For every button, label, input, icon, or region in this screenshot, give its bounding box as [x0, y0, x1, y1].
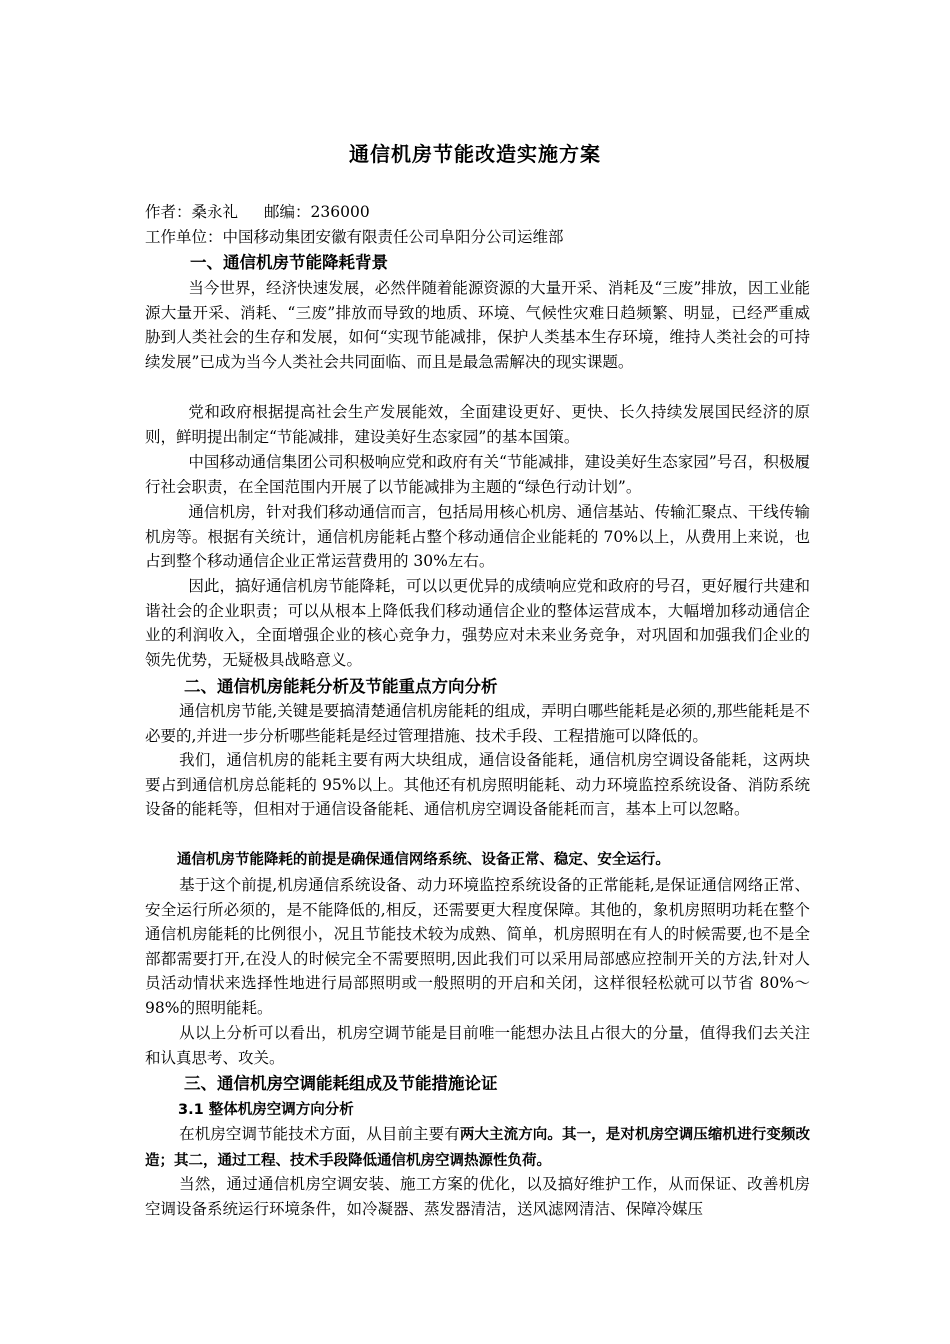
postcode-value: 236000 — [310, 203, 370, 221]
unit-label: 工作单位： — [145, 228, 223, 246]
section-2-paragraph-2: 我们，通信机房的能耗主要有两大块组成，通信设备能耗，通信机房空调设备能耗，这两块要占到通信机房总能耗的 95%以上。其他还有机房照明能耗、动力环境监控系统设备、消防系统设备的能耗等，但相对于通信设备能耗、通信机房空调设备能耗而言，基本上可以忽略。 — [145, 751, 810, 818]
section-3-paragraph-2: 当然，通过通信机房空调安装、施工方案的优化，以及搞好维护工作，从而保证、改善机房空调设备系统运行环境条件，如冷凝器、蒸发器清洁，送风滤网清洁、保障冷媒压 — [145, 1175, 810, 1218]
author-name: 桑永礼 — [191, 203, 239, 221]
section-2-paragraph-4: 基于这个前提,机房通信系统设备、动力环境监控系统设备的正常能耗,是保证通信网络正常、安全运行所必须的，是不能降低的,相反，还需要更大程度保障。其他的，象机房照明功耗在整个通信机房能耗的比例很小，况且节能技术较为成熟、简单，机房照明在有人的时候需要,也不是全部都需要打开,在没人的时候完全不需要照明,因此我们可以采用局部感应控制开关的方法,针对人员活动情状来选择性地进行局部照明或一般照明的开启和关闭，这样很轻松就可以节省 80%～98%的照明能耗。 — [145, 876, 810, 1017]
section-2-paragraph-1: 通信机房节能,关键是要搞清楚通信机房能耗的组成，弄明白哪些能耗是必须的,那些能耗是不必要的,并进一步分析哪些能耗是经过管理措施、技术手段、工程措施可以降低的。 — [145, 702, 810, 745]
postcode-label: 邮编： — [264, 203, 311, 221]
author-line — [145, 200, 370, 224]
subsection-3-1-heading: 3.1 整体机房空调方向分析 — [178, 1102, 354, 1118]
section-1-paragraph-1: 当今世界，经济快速发展，必然伴随着能源资源的大量开采、消耗及“三废”排放，因工业能源大量开采、消耗、“三废”排放而导致的地质、环境、气候性灾难日趋频繁、明显，已经严重威胁到人类社会的生存和发展，如何“实现节能减排，保护人类基本生存环境，维持人类社会的可持续发展”已成为当今人类社会共同面临、而且是最急需解决的现实课题。 — [145, 279, 810, 371]
section-1-paragraph-4: 通信机房，针对我们移动通信而言，包括局用核心机房、通信基站、传输汇聚点、干线传输机房等。根据有关统计，通信机房能耗占整个移动通信企业能耗的 70%以上，从费用上来说，也占到整个移动通信企业正常运营费用的 30%左右。 — [145, 503, 810, 570]
section-1-heading: 一、通信机房节能降耗背景 — [190, 253, 388, 272]
section-3-paragraph-1 — [145, 1122, 810, 1173]
author-label: 作者： — [145, 203, 192, 221]
section-1-paragraph-2: 党和政府根据提高社会生产发展能效，全面建设更好、更快、长久持续发展国民经济的原则，鲜明提出制定“节能减排，建设美好生态家园”的基本国策。 — [145, 403, 810, 446]
document-title: 通信机房节能改造实施方案 — [349, 142, 601, 166]
unit-value: 中国移动集团安徽有限责任公司阜阳分公司运维部 — [222, 228, 564, 246]
section-2-key-statement: 通信机房节能降耗的前提是确保通信网络系统、设备正常、稳定、安全运行。 — [176, 852, 670, 868]
section-2-paragraph-5: 从以上分析可以看出，机房空调节能是目前唯一能想办法且占很大的分量，值得我们去关注和认真思考、攻关。 — [145, 1024, 810, 1067]
section-1-paragraph-3: 中国移动通信集团公司积极响应党和政府有关“节能减排，建设美好生态家园”号召，积极履行社会职责，在全国范围内开展了以节能减排为主题的“绿色行动计划”。 — [145, 453, 810, 496]
section-3-paragraph-1-bold: 两大主流方向。其一，是对机房空调压缩机进行变频改造；其二，通过工程、技术手段降低通信机房空调热源性负荷。 — [145, 1127, 810, 1169]
section-1-paragraph-5: 因此，搞好通信机房节能降耗，可以以更优异的成绩响应党和政府的号召，更好履行共建和谐社会的企业职责；可以从根本上降低我们移动通信企业的整体运营成本，大幅增加移动通信企业的利润收入，全面增强企业的核心竞争力，强势应对未来业务竞争，对巩固和加强我们企业的领先优势，无疑极具战略意义。 — [145, 577, 810, 669]
section-3-paragraph-1-plain: 在机房空调节能技术方面，从目前主要有 — [179, 1125, 460, 1143]
section-2-heading: 二、通信机房能耗分析及节能重点方向分析 — [184, 677, 498, 696]
unit-line — [145, 225, 564, 249]
section-3-heading: 三、通信机房空调能耗组成及节能措施论证 — [184, 1074, 498, 1093]
